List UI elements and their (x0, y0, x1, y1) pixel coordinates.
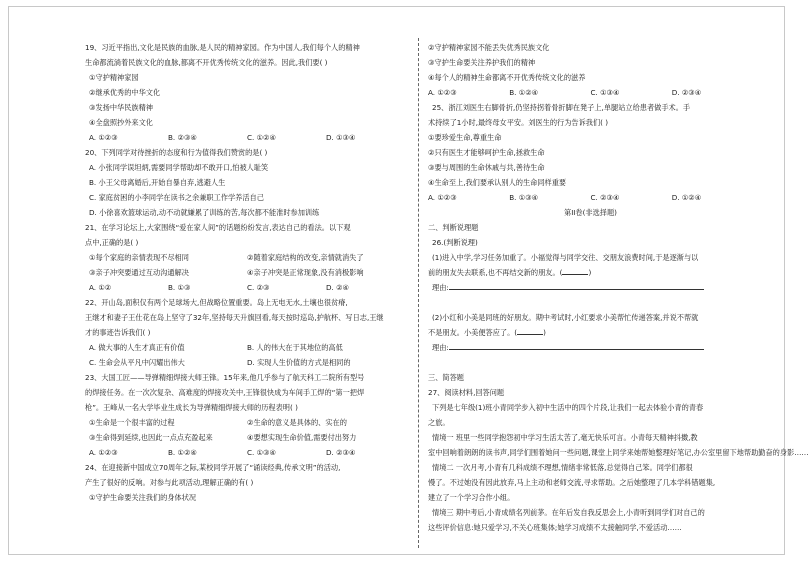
option-b: B. 人的伟大在于其地位的高低 (247, 343, 343, 352)
option-b: B. ②③④ (168, 133, 197, 142)
column-divider (418, 38, 419, 548)
option-a: A. ①②③ (428, 193, 457, 202)
q26-2-text: (2)小红和小美是同班的好朋友。期中考试时,小红要求小美帮忙传递答案,并说不帮就 (432, 313, 699, 322)
reason-label: 理由: (432, 283, 449, 292)
q25-stem: 术持续了1小时,最终母女平安。刘医生的行为告诉我们( ) (428, 118, 609, 127)
q25-options (428, 190, 753, 205)
q22-stem: 王继才和妻子王仕花在岛上坚守了32年,坚持每天升旗回看,每天按时巡岛,护航杯、写日志,王继 (85, 313, 384, 322)
q24-item: ③守护生命要关注养护我们的精神 (428, 58, 536, 67)
q26-2-reason (428, 340, 753, 355)
q26-1-judgment-blank[interactable] (562, 266, 588, 275)
q26-1-text-tail: 前的朋友失去联系,也不再结交新的朋友。( (428, 268, 563, 277)
q23-stem: 的焊接任务。在一次次复杂、高难度的焊接攻关中,王锋很快成为车间手工焊的“第一把焊 (85, 388, 365, 397)
q24-stem: 24、在迎接新中国成立70周年之际,某校同学开展了“诵读经典,传承文明”的活动, (85, 463, 341, 472)
option-c: C. 生命会从平凡中闪耀出伟大 (89, 358, 185, 367)
q27-scene-2: 情境二 一次月考,小青有几科成绩不理想,情绪非常低落,总觉得自己笨。同学们都很 (432, 463, 693, 472)
option-d: D. ①②④ (671, 193, 702, 202)
spacer (428, 295, 753, 310)
q26-title: 26.(判断说理) (432, 238, 478, 247)
q23-stem: 枪”。王峰从一名大学毕业生成长为导弹精细焊接大师的历程表明( ) (85, 403, 298, 412)
option-d: D. 小徐喜欢篮球运动,动不动就嫌累了训练的苦,每次都不能准时参加训练 (89, 208, 320, 217)
option-b: B. ①②④ (509, 88, 539, 97)
q27-scene-3: 这些评价信息:她只爱学习,不关心班集体;她学习成绩不太接触同学,不爱活动…… (428, 523, 682, 532)
q23-items (85, 415, 405, 430)
q19-item: ③发扬中华民族精神 (89, 103, 153, 112)
q24-item: ②守护精神家园不能丢失优秀民族文化 (428, 43, 550, 52)
q26-1-reason-line[interactable] (449, 281, 704, 290)
q21-item: ④亲子冲突是正常现象,没有消极影响 (247, 268, 364, 277)
option-d: D. ①③④ (326, 133, 356, 142)
option-b: B. ①③ (168, 283, 191, 292)
option-c: C. ②③ (247, 283, 270, 292)
option-a: A. 小张同学误坦炳,需要同学帮助却不敢开口,怕被人耻笑 (89, 163, 269, 172)
section-3-title: 三、简答题 (428, 373, 464, 382)
option-a: A. ①②③ (428, 88, 457, 97)
q26-2-judgment-blank[interactable] (517, 326, 543, 335)
spacer (428, 355, 753, 370)
q27-scene-2: 建立了一个学习合作小组。 (428, 493, 515, 502)
q27-scene-2: 慢了。不过她没有因此放弃,马上主动和老师交流,寻求帮助。之后她整理了几本学科错题集, (428, 478, 716, 487)
q26-2-text-tail: 不是朋友。小美便答应了。( (428, 328, 518, 337)
q23-items (85, 430, 405, 445)
right-column (428, 40, 809, 535)
q26-2-reason-line[interactable] (449, 341, 704, 350)
reason-label: 理由: (432, 343, 449, 352)
q27-scene-1: 室中回响着朗朗的读书声,同学们围着她问一些问题,课堂上同学来她帮她整理好笔记,办公室里留下地帮助勤奋的身影…… (428, 448, 809, 457)
option-d: D. ②③④ (671, 88, 702, 97)
q19-item: ④全盘照抄外来文化 (89, 118, 153, 127)
q21-stem: 点中,正确的是( ) (85, 238, 139, 247)
option-c: C. ②③④ (590, 193, 620, 202)
q21-stem: 21、在学习论坛上,大家围绕“爱在家人间”的话题纷纷发言,表达自己的看法。以下观 (85, 223, 351, 232)
option-b: B. ①③④ (509, 193, 539, 202)
q22-options (85, 340, 405, 355)
option-a: A. 做大事的人生才真正有价值 (89, 343, 185, 352)
q23-stem: 23、大国工匠——导弹精细焊接大师王锋。15年来,他几乎参与了航天科工二院所有型号 (85, 373, 365, 382)
q26-1-reason (428, 280, 753, 295)
q21-options (85, 280, 405, 295)
q26-1-text-close: ) (588, 268, 592, 277)
q23-item: ①生命是一个很丰富的过程 (89, 418, 175, 427)
q23-item: ②生命的意义是具体的、实在的 (247, 418, 347, 427)
option-b: B. 小王父母离婚后,开始自暴自弃,逃避人生 (89, 178, 226, 187)
q21-item: ①每个家庭的亲情表现不尽相同 (89, 253, 189, 262)
option-a: A. ①②③ (89, 448, 118, 457)
q25-item: ①要珍爱生命,尊重生命 (428, 133, 502, 142)
q27-intro: 下列是七年级(1)班小青同学步入初中生活中的四个片段,让我们一起去体验小青的青春 (432, 403, 704, 412)
q19-options (85, 130, 405, 145)
q27-scene-3: 情境三 期中考后,小青成绩名列前茅。在年后发自我反思会上,小青听到同学们对自己的 (432, 508, 705, 517)
q22-options (85, 355, 405, 370)
q19-item: ①守护精神家园 (89, 73, 139, 82)
q19-item: ②继承优秀的中华文化 (89, 88, 161, 97)
q25-item: ②只有医生才能够呵护生命,拯救生命 (428, 148, 545, 157)
q23-item: ③生命得到延续,也因此一点点充盈起来 (89, 433, 213, 442)
q25-item: ③要与周围的生命休戚与共,善待生命 (428, 163, 545, 172)
option-c: C. ①③④ (590, 88, 620, 97)
option-a: A. ①②③ (89, 133, 118, 142)
q21-items (85, 250, 405, 265)
q19-stem: 19、习近平指出,文化是民族的血脉,是人民的精神家园。作为中国人,我们每个人的精神 (85, 43, 360, 52)
option-d: D. ②③④ (326, 448, 356, 457)
q26-2-text-close: ) (543, 328, 546, 337)
q23-options (85, 445, 405, 460)
q24-stem: 产生了很好的反响。对参与此项活动,理解正确的有( ) (85, 478, 254, 487)
q24-item: ④每个人的精神生命都离不开优秀传统文化的滋养 (428, 73, 586, 82)
q21-item: ②随着家庭结构的改变,亲情就消失了 (247, 253, 364, 262)
q26-1-text (428, 265, 753, 280)
option-c: C. ①③④ (247, 448, 276, 457)
q20-stem: 20、下列同学对待挫折的态度和行为值得我们赞赏的是( ) (85, 148, 268, 157)
option-a: A. ①② (89, 283, 112, 292)
left-column (85, 40, 405, 505)
section-2-title: 二、判断说理题 (428, 223, 479, 232)
q19-stem: 生命都流淌着民族文化的血脉,都离不开优秀传统文化的滋养。因此,我们要( ) (85, 58, 328, 67)
q22-stem: 才的事迹告诉我们( ) (85, 328, 151, 337)
q26-2-text (428, 325, 753, 340)
q21-item: ③亲子冲突要通过互动沟通解决 (89, 268, 189, 277)
q24-options (428, 85, 753, 100)
q25-stem: 25、浙江刘医生右脚骨折,仍坚持拐着骨折脚在凳子上,单腿站立给患者做手术。手 (432, 103, 691, 112)
option-c: C. 家庭贫困的小李同学在读书之余兼职工作学养活自己 (89, 193, 264, 202)
option-d: D. 实现人生价值的方式是相同的 (247, 358, 351, 367)
option-b: B. ①②④ (168, 448, 197, 457)
option-c: C. ①②④ (247, 133, 276, 142)
option-d: D. ②④ (326, 283, 349, 292)
q25-item: ④生命至上,我们要承认别人的生命同样重要 (428, 178, 567, 187)
q23-item: ④要想实现生命价值,需要付出努力 (247, 433, 357, 442)
q27-scene-1: 情境一 班里一些同学抱怨初中学习生活太苦了,毫无快乐可言。小青每天精神抖擞,教 (432, 433, 698, 442)
q24-item: ①守护生命要关注我们的身体状况 (89, 493, 197, 502)
q21-items (85, 265, 405, 280)
q27-title: 27、阅读材料,回答问题 (428, 388, 505, 397)
q22-stem: 22、开山岛,面积仅有两个足球场大,但战略位置重要。岛上无电无水,土壤也很贫瘠, (85, 298, 348, 307)
q26-1-text: (1)进入中学,学习任务加重了。小福觉得与同学交往、交朋友浪费时间,于是逐渐与以 (432, 253, 699, 262)
q27-intro: 之旅。 (428, 418, 450, 427)
part2-title: 第II卷(非选择题) (564, 208, 617, 217)
